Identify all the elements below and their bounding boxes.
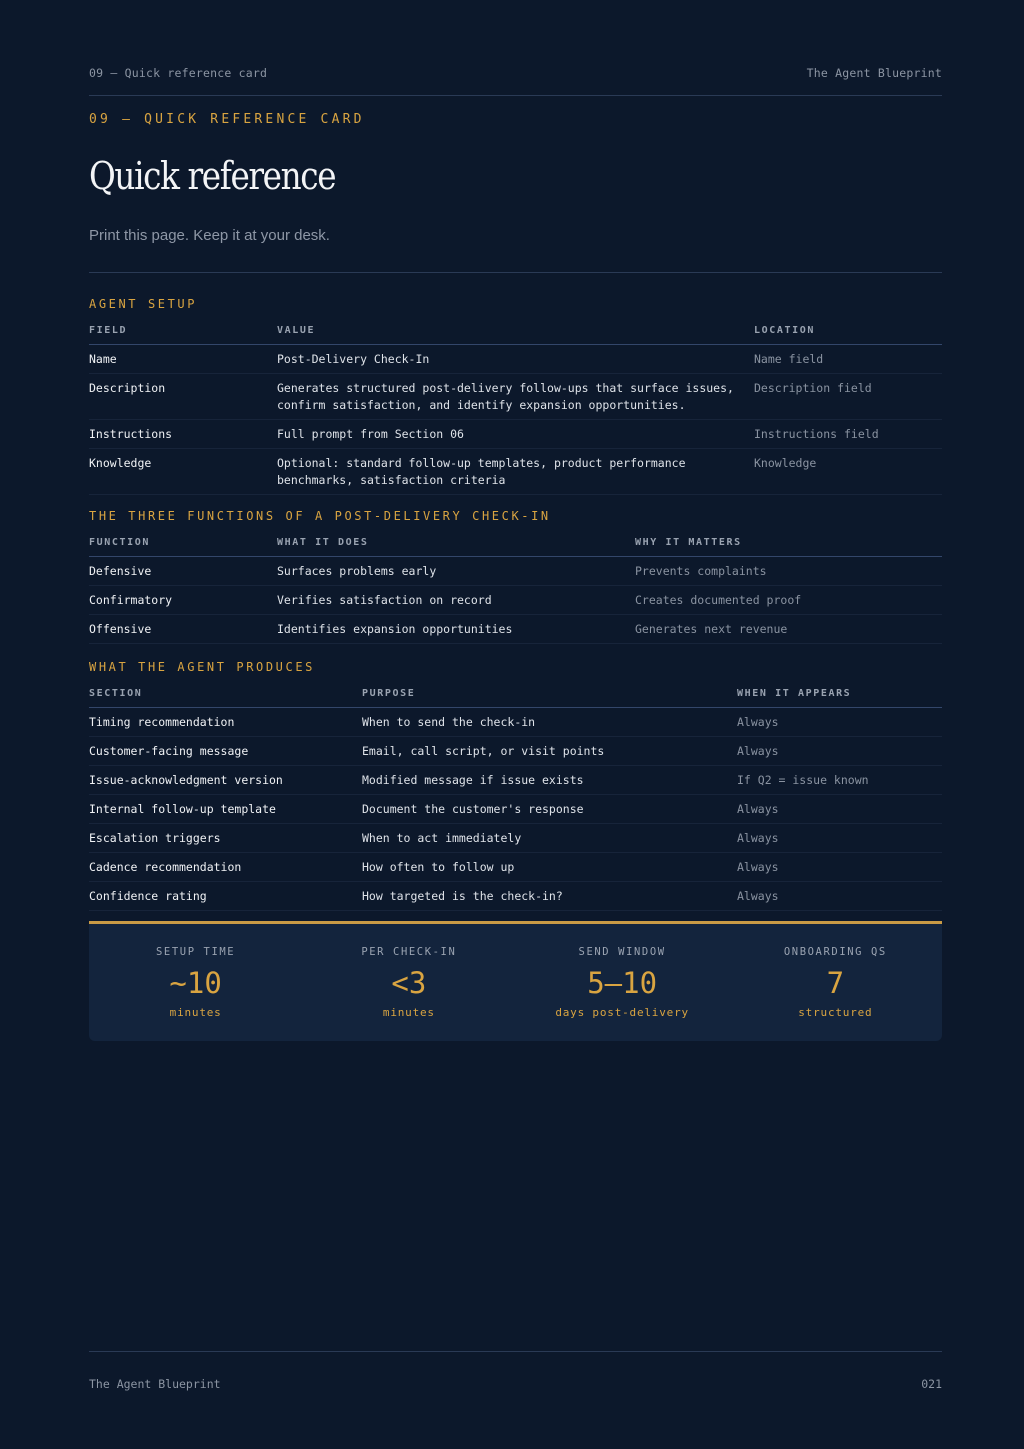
cell-when-it-appears: Always: [737, 882, 942, 911]
cell-when-it-appears: Always: [737, 824, 942, 853]
header-divider: [89, 95, 942, 96]
table-row: [89, 824, 942, 853]
cell-section: Escalation triggers: [89, 824, 362, 853]
column-header: LOCATION: [754, 325, 942, 345]
cell-when-it-appears: Always: [737, 853, 942, 882]
column-header: SECTION: [89, 688, 362, 708]
cell-what-it-does: Surfaces problems early: [277, 557, 635, 586]
cell-when-it-appears: Always: [737, 708, 942, 737]
column-header: WHEN IT APPEARS: [737, 688, 942, 708]
footer-book-title: The Agent Blueprint: [89, 1377, 221, 1391]
cell-field: Instructions: [89, 420, 277, 449]
cell-function: Confirmatory: [89, 586, 277, 615]
cell-what-it-does: Verifies satisfaction on record: [277, 586, 635, 615]
cell-purpose: How often to follow up: [362, 853, 737, 882]
table-row: [89, 853, 942, 882]
table-row: [89, 708, 942, 737]
footer-divider: [89, 1351, 942, 1352]
cell-section: Confidence rating: [89, 882, 362, 911]
cell-purpose: When to send the check-in: [362, 708, 737, 737]
table-row: [89, 557, 942, 586]
table-row: [89, 586, 942, 615]
table-header-row: [89, 325, 942, 345]
table-header-row: [89, 537, 942, 557]
table-row: [89, 420, 942, 449]
cell-location: Description field: [754, 374, 942, 420]
cell-section: Internal follow-up template: [89, 795, 362, 824]
cell-why-it-matters: Creates documented proof: [635, 586, 942, 615]
header-chapter: 09 — Quick reference card: [89, 66, 268, 80]
stat-send-window: [516, 924, 729, 1041]
three-functions-table: [89, 537, 942, 644]
column-header: FIELD: [89, 325, 277, 345]
cell-value: Full prompt from Section 06: [277, 420, 754, 449]
agent-produces-label: WHAT THE AGENT PRODUCES: [89, 660, 315, 674]
stat-unit: minutes: [169, 1006, 222, 1019]
cell-section: Cadence recommendation: [89, 853, 362, 882]
column-header: WHAT IT DOES: [277, 537, 635, 557]
stat-setup-time: [89, 924, 302, 1041]
cell-section: Timing recommendation: [89, 708, 362, 737]
stat-value: 5–10: [587, 966, 658, 1000]
page-subtitle: Print this page. Keep it at your desk.: [89, 227, 330, 244]
page-number: 021: [921, 1377, 942, 1391]
stat-unit: minutes: [382, 1006, 435, 1019]
three-functions-section: [89, 509, 942, 644]
cell-location: Name field: [754, 345, 942, 374]
cell-field: Description: [89, 374, 277, 420]
cell-when-it-appears: Always: [737, 737, 942, 766]
table-row: [89, 882, 942, 911]
column-header: FUNCTION: [89, 537, 277, 557]
stat-label: PER CHECK-IN: [361, 946, 457, 958]
stat-per-check-in: [302, 924, 515, 1041]
header-book-title: The Agent Blueprint: [806, 66, 942, 80]
cell-value: Post-Delivery Check-In: [277, 345, 754, 374]
stat-value: ~10: [169, 966, 222, 1000]
stat-label: SETUP TIME: [156, 946, 236, 958]
running-header: [89, 66, 942, 80]
agent-setup-label: AGENT SETUP: [89, 297, 198, 311]
table-row: [89, 449, 942, 495]
section-eyebrow: 09 — QUICK REFERENCE CARD: [89, 112, 365, 127]
cell-when-it-appears: If Q2 = issue known: [737, 766, 942, 795]
cell-field: Name: [89, 345, 277, 374]
cell-field: Knowledge: [89, 449, 277, 495]
cell-purpose: Document the customer's response: [362, 795, 737, 824]
table-header-row: [89, 688, 942, 708]
table-row: [89, 345, 942, 374]
column-header: VALUE: [277, 325, 754, 345]
page-title: Quick reference: [89, 154, 336, 198]
cell-function: Defensive: [89, 557, 277, 586]
table-row: [89, 374, 942, 420]
stat-onboarding-qs: [729, 924, 942, 1041]
stats-panel: [89, 921, 942, 1041]
running-footer: [89, 1377, 942, 1391]
cell-function: Offensive: [89, 615, 277, 644]
cell-purpose: Email, call script, or visit points: [362, 737, 737, 766]
cell-purpose: When to act immediately: [362, 824, 737, 853]
title-divider: [89, 272, 942, 273]
cell-value: Optional: standard follow-up templates, product performance benchmarks, satisfaction criteria: [277, 449, 754, 495]
cell-when-it-appears: Always: [737, 795, 942, 824]
stat-value: <3: [391, 966, 427, 1000]
page: [89, 0, 942, 1449]
stat-label: ONBOARDING QS: [783, 946, 887, 958]
cell-purpose: Modified message if issue exists: [362, 766, 737, 795]
table-row: [89, 615, 942, 644]
cell-section: Customer-facing message: [89, 737, 362, 766]
cell-section: Issue-acknowledgment version: [89, 766, 362, 795]
column-header: PURPOSE: [362, 688, 737, 708]
three-functions-label: THE THREE FUNCTIONS OF A POST-DELIVERY CHECK-IN: [89, 509, 551, 523]
table-row: [89, 795, 942, 824]
cell-location: Knowledge: [754, 449, 942, 495]
cell-value: Generates structured post-delivery follow-ups that surface issues, confirm satisfaction, and identify expansion opportunities.: [277, 374, 754, 420]
agent-setup-section: [89, 297, 942, 495]
cell-location: Instructions field: [754, 420, 942, 449]
agent-setup-table: [89, 325, 942, 495]
stat-label: SEND WINDOW: [578, 946, 666, 958]
cell-why-it-matters: Generates next revenue: [635, 615, 942, 644]
column-header: WHY IT MATTERS: [635, 537, 942, 557]
agent-produces-section: [89, 660, 942, 911]
stat-unit: days post-delivery: [555, 1006, 689, 1019]
table-row: [89, 737, 942, 766]
agent-produces-table: [89, 688, 942, 911]
cell-what-it-does: Identifies expansion opportunities: [277, 615, 635, 644]
stat-unit: structured: [798, 1006, 873, 1019]
stat-value: 7: [826, 966, 845, 1000]
cell-why-it-matters: Prevents complaints: [635, 557, 942, 586]
cell-purpose: How targeted is the check-in?: [362, 882, 737, 911]
table-row: [89, 766, 942, 795]
